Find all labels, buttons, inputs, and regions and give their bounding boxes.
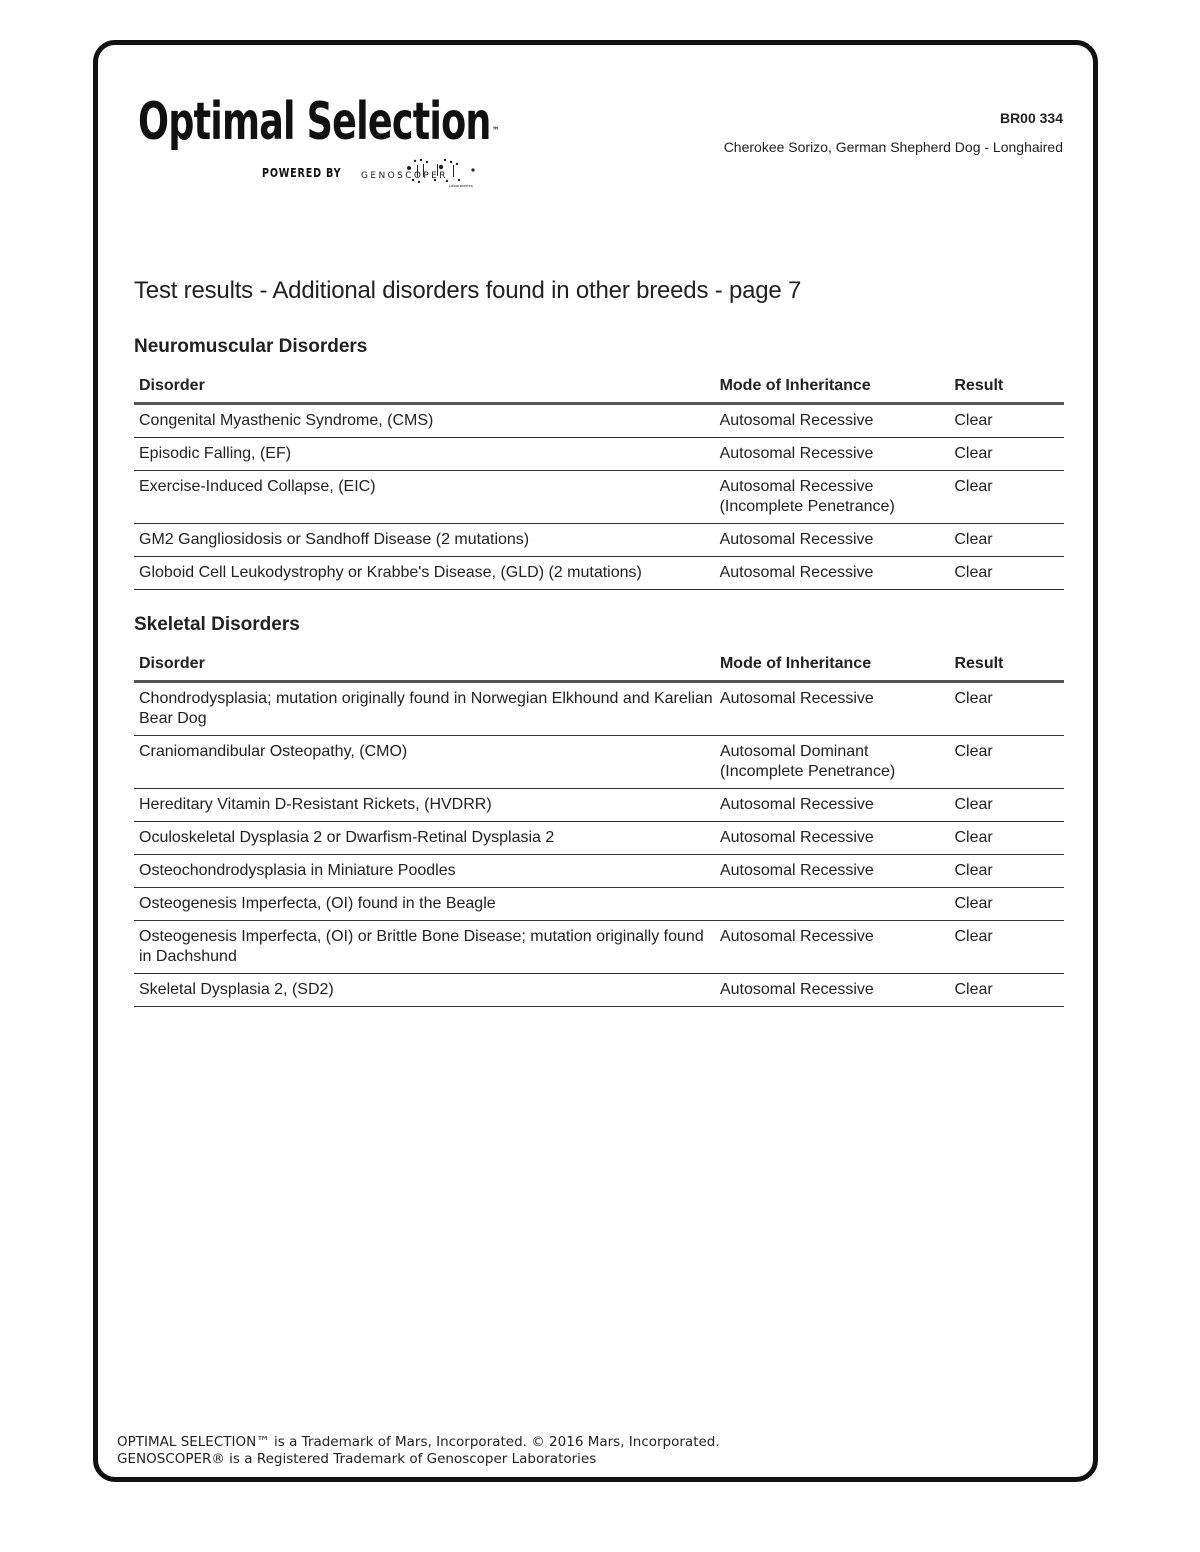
table-header-row bbox=[134, 370, 1064, 404]
cell-inheritance: Autosomal Recessive bbox=[715, 557, 950, 590]
cell-inheritance: Autosomal Recessive bbox=[715, 404, 950, 438]
table-row bbox=[134, 404, 1064, 438]
cell-result: Clear bbox=[949, 822, 1064, 855]
cell-result: Clear bbox=[949, 855, 1064, 888]
cell-inheritance: Autosomal Recessive bbox=[715, 682, 950, 736]
table-body bbox=[134, 682, 1064, 1007]
cell-result: Clear bbox=[949, 921, 1064, 974]
cell-disorder: GM2 Gangliosidosis or Sandhoff Disease (2 mutations) bbox=[134, 524, 715, 557]
disorders-table bbox=[134, 648, 1064, 1007]
genoscoper-sub: Laboratories bbox=[449, 183, 473, 188]
column-header-inheritance: Mode of Inheritance bbox=[715, 648, 950, 682]
table-row bbox=[134, 524, 1064, 557]
footer-line-2: GENOSCOPER® is a Registered Trademark of Genoscoper Laboratories bbox=[117, 1451, 597, 1467]
table-row bbox=[134, 974, 1064, 1007]
cell-disorder: Skeletal Dysplasia 2, (SD2) bbox=[134, 974, 715, 1007]
report-id: BR00 334 bbox=[999, 110, 1063, 126]
column-header-inheritance: Mode of Inheritance bbox=[715, 370, 950, 404]
column-header-disorder: Disorder bbox=[134, 370, 715, 404]
column-header-result: Result bbox=[949, 370, 1064, 404]
disorders-table bbox=[134, 370, 1064, 590]
footer bbox=[117, 1434, 720, 1468]
genoscoper-logo-icon bbox=[357, 156, 487, 190]
cell-result: Clear bbox=[949, 557, 1064, 590]
cell-disorder: Globoid Cell Leukodystrophy or Krabbe's Disease, (GLD) (2 mutations) bbox=[134, 557, 715, 590]
cell-disorder: Episodic Falling, (EF) bbox=[134, 438, 715, 471]
brand-logo bbox=[138, 92, 499, 188]
report-header bbox=[724, 108, 1063, 157]
table-row bbox=[134, 921, 1064, 974]
table-row bbox=[134, 789, 1064, 822]
cell-disorder: Exercise-Induced Collapse, (EIC) bbox=[134, 471, 715, 524]
cell-result: Clear bbox=[949, 789, 1064, 822]
cell-inheritance: Autosomal Recessive bbox=[715, 438, 950, 471]
cell-disorder: Osteogenesis Imperfecta, (OI) or Brittle Bone Disease; mutation originally found in Dachshund bbox=[134, 921, 715, 974]
cell-inheritance: Autosomal Recessive bbox=[715, 524, 950, 557]
column-header-disorder: Disorder bbox=[134, 648, 715, 682]
cell-disorder: Chondrodysplasia; mutation originally found in Norwegian Elkhound and Karelian Bear Dog bbox=[134, 682, 715, 736]
cell-disorder: Craniomandibular Osteopathy, (CMO) bbox=[134, 736, 715, 789]
table-row bbox=[134, 822, 1064, 855]
cell-result: Clear bbox=[949, 524, 1064, 557]
cell-result: Clear bbox=[949, 438, 1064, 471]
cell-disorder: Congenital Myasthenic Syndrome, (CMS) bbox=[134, 404, 715, 438]
cell-inheritance: Autosomal Recessive bbox=[715, 789, 950, 822]
cell-result: Clear bbox=[949, 736, 1064, 789]
table-row bbox=[134, 471, 1064, 524]
cell-inheritance: Autosomal Recessive bbox=[715, 921, 950, 974]
table-body bbox=[134, 404, 1064, 590]
cell-result: Clear bbox=[949, 974, 1064, 1007]
column-header-result: Result bbox=[949, 648, 1064, 682]
table-row bbox=[134, 888, 1064, 921]
cell-inheritance: Autosomal Recessive bbox=[715, 974, 950, 1007]
table-row bbox=[134, 682, 1064, 736]
cell-disorder: Oculoskeletal Dysplasia 2 or Dwarfism-Retinal Dysplasia 2 bbox=[134, 822, 715, 855]
table-header-row bbox=[134, 648, 1064, 682]
table-row bbox=[134, 557, 1064, 590]
powered-by-label: POWERED BY bbox=[262, 166, 342, 180]
section-neuromuscular bbox=[134, 334, 1064, 590]
section-skeletal bbox=[134, 612, 1064, 1007]
cell-inheritance: Autosomal Dominant (Incomplete Penetrance) bbox=[715, 736, 950, 789]
cell-disorder: Hereditary Vitamin D-Resistant Rickets, (HVDRR) bbox=[134, 789, 715, 822]
section-title: Skeletal Disorders bbox=[134, 614, 300, 635]
cell-result: Clear bbox=[949, 682, 1064, 736]
table-row bbox=[134, 736, 1064, 789]
brand-title: Optimal Selection ™ bbox=[138, 92, 499, 152]
cell-disorder: Osteogenesis Imperfecta, (OI) found in the Beagle bbox=[134, 888, 715, 921]
cell-result: Clear bbox=[949, 888, 1064, 921]
footer-line-1: OPTIMAL SELECTION™ is a Trademark of Mars, Incorporated. © 2016 Mars, Incorporated. bbox=[117, 1434, 720, 1450]
section-title: Neuromuscular Disorders bbox=[134, 336, 368, 357]
cell-inheritance: Autosomal Recessive (Incomplete Penetrance) bbox=[715, 471, 950, 524]
dog-name-breed: Cherokee Sorizo, German Shepherd Dog - Longhaired bbox=[723, 139, 1063, 155]
cell-inheritance bbox=[715, 888, 950, 921]
cell-inheritance: Autosomal Recessive bbox=[715, 855, 950, 888]
table-row bbox=[134, 855, 1064, 888]
table-row bbox=[134, 438, 1064, 471]
genoscoper-wordmark: GENOSCOPER bbox=[361, 171, 449, 181]
cell-inheritance: Autosomal Recessive bbox=[715, 822, 950, 855]
cell-disorder: Osteochondrodysplasia in Miniature Poodles bbox=[134, 855, 715, 888]
cell-result: Clear bbox=[949, 404, 1064, 438]
cell-result: Clear bbox=[949, 471, 1064, 524]
powered-by bbox=[262, 156, 487, 190]
page-title: Test results - Additional disorders found in other breeds - page 7 bbox=[134, 277, 802, 304]
